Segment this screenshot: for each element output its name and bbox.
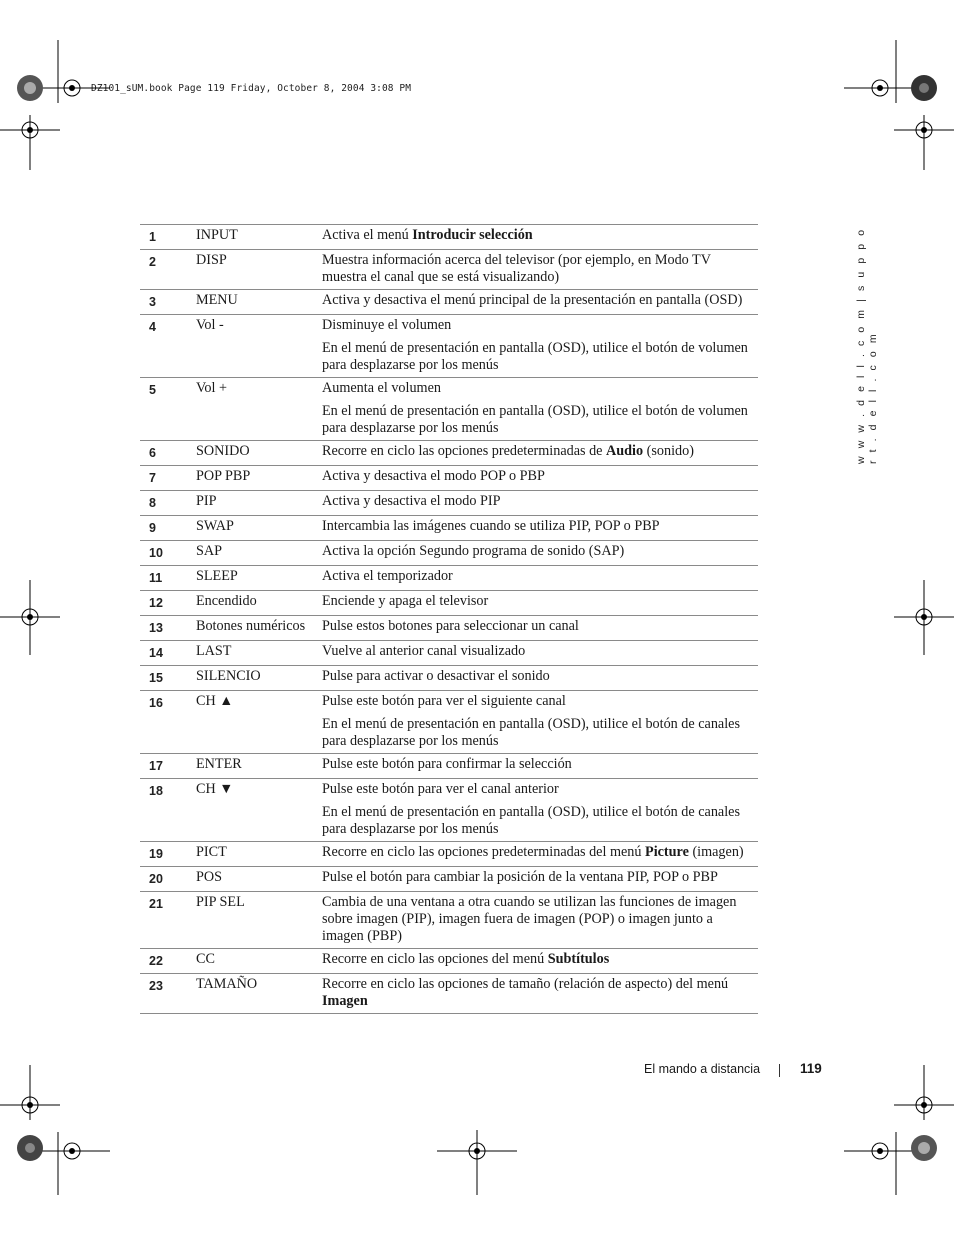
description-paragraph: [322, 976, 758, 1010]
button-description: [322, 441, 758, 466]
row-number: 3: [149, 295, 156, 309]
description-text: Cambia de una ventana a otra cuando se utilizan las funciones de imagen sobre imagen (PIP), imagen fuera de imagen (POP) o imagen junto a imagen (PBP): [322, 894, 737, 944]
table-row: [140, 754, 758, 779]
row-number: 15: [149, 671, 163, 685]
table-row: [140, 691, 758, 754]
button-name: POS: [196, 869, 223, 885]
description-paragraph: [322, 443, 758, 460]
table-row: [140, 566, 758, 591]
table-row: [140, 466, 758, 491]
table-row: [140, 491, 758, 516]
crop-mark-top-left: [0, 40, 120, 170]
description-paragraph: [322, 781, 758, 798]
description-text: Activa la opción Segundo programa de sonido (SAP): [322, 543, 625, 559]
description-text: Activa el temporizador: [322, 568, 453, 584]
button-description: [322, 666, 758, 691]
description-paragraph: [322, 618, 758, 635]
button-description: [322, 842, 758, 867]
row-number: 6: [149, 446, 156, 460]
description-text: Vuelve al anterior canal visualizado: [322, 643, 526, 659]
description-text: Recorre en ciclo las opciones predeterminadas del menú: [322, 844, 646, 860]
button-name: SAP: [196, 543, 223, 559]
description-text: En el menú de presentación en pantalla (OSD), utilice el botón de volumen para desplazarse por los menús: [322, 403, 748, 436]
table-row: [140, 666, 758, 691]
button-name: Vol -: [196, 317, 224, 333]
description-paragraph: [322, 844, 758, 861]
description-paragraph: [322, 543, 758, 560]
table-row: [140, 225, 758, 250]
description-text: Disminuye el volumen: [322, 317, 452, 333]
crop-mark-bottom-left: [0, 1065, 120, 1195]
description-text: Activa el menú: [322, 227, 413, 243]
description-text: Pulse estos botones para seleccionar un canal: [322, 618, 579, 634]
description-text: Activa y desactiva el modo POP o PBP: [322, 468, 545, 484]
button-description: [322, 892, 758, 949]
description-text: Enciende y apaga el televisor: [322, 593, 489, 609]
description-text: Activa y desactiva el menú principal de la presentación en pantalla (OSD): [322, 292, 743, 308]
description-text: Activa y desactiva el modo PIP: [322, 493, 501, 509]
table-row: [140, 250, 758, 290]
button-name: CH ▲: [196, 693, 234, 709]
menu-name: Imagen: [322, 993, 368, 1009]
button-name: Vol +: [196, 380, 227, 396]
description-paragraph: [322, 252, 758, 286]
button-name: TAMAÑO: [196, 976, 258, 992]
table-body: [140, 225, 758, 1014]
button-description: [322, 250, 758, 290]
row-number: 23: [149, 979, 163, 993]
button-description: [322, 225, 758, 250]
table-row: [140, 378, 758, 441]
button-name: MENU: [196, 292, 238, 308]
description-paragraph: [322, 804, 758, 838]
button-name: DISP: [196, 252, 227, 268]
button-description: [322, 867, 758, 892]
crop-mark-top-right: [834, 40, 954, 170]
row-number: 2: [149, 255, 156, 269]
crop-mark-bottom-right: [834, 1065, 954, 1195]
button-description: [322, 378, 758, 441]
button-description: [322, 691, 758, 754]
description-paragraph: [322, 716, 758, 750]
description-paragraph: [322, 340, 758, 374]
description-text: (imagen): [688, 844, 744, 860]
description-text: En el menú de presentación en pantalla (OSD), utilice el botón de canales para desplazarse por los menús: [322, 804, 740, 837]
row-number: 12: [149, 596, 163, 610]
footer-section-title: El mando a distancia: [644, 1062, 761, 1076]
button-name: CC: [196, 951, 215, 967]
description-paragraph: [322, 317, 758, 334]
row-number: 11: [149, 571, 163, 585]
row-number: 18: [149, 784, 163, 798]
print-header: DZ101_sUM.book Page 119 Friday, October 8, 2004 3:08 PM: [91, 83, 412, 94]
description-text: En el menú de presentación en pantalla (OSD), utilice el botón de volumen para desplazarse por los menús: [322, 340, 748, 373]
remote-buttons-table: [140, 224, 758, 1014]
table-row: [140, 616, 758, 641]
button-description: [322, 779, 758, 842]
description-paragraph: [322, 693, 758, 710]
button-name: SONIDO: [196, 443, 250, 459]
description-paragraph: [322, 668, 758, 685]
button-name: SWAP: [196, 518, 234, 534]
description-text: Pulse este botón para ver el canal anterior: [322, 781, 559, 797]
description-text: En el menú de presentación en pantalla (OSD), utilice el botón de canales para desplazarse por los menús: [322, 716, 740, 749]
description-text: Pulse este botón para confirmar la selección: [322, 756, 572, 772]
description-text: Recorre en ciclo las opciones de tamaño (relación de aspecto) del menú: [322, 976, 729, 992]
description-paragraph: [322, 894, 758, 945]
button-name: INPUT: [196, 227, 238, 243]
button-description: [322, 541, 758, 566]
button-name: PICT: [196, 844, 227, 860]
description-paragraph: [322, 227, 758, 244]
crop-mark-bottom-center: [437, 1130, 517, 1195]
table-row: [140, 315, 758, 378]
description-paragraph: [322, 403, 758, 437]
description-text: Aumenta el volumen: [322, 380, 441, 396]
table-row: [140, 779, 758, 842]
row-number: 4: [149, 320, 156, 334]
table-row: [140, 516, 758, 541]
footer-separator: [779, 1064, 780, 1077]
table-row: [140, 842, 758, 867]
row-number: 16: [149, 696, 163, 710]
description-paragraph: [322, 869, 758, 886]
description-paragraph: [322, 292, 758, 309]
sidebar-url-text: w w w . d e l l . c o m | s u p p o r t . d e l l . c o m: [855, 227, 879, 464]
table-row: [140, 441, 758, 466]
description-paragraph: [322, 518, 758, 535]
row-number: 1: [149, 230, 156, 244]
description-paragraph: [322, 643, 758, 660]
crop-mark-mid-left: [0, 580, 60, 660]
button-description: [322, 591, 758, 616]
table-row: [140, 974, 758, 1014]
description-paragraph: [322, 593, 758, 610]
description-text: Recorre en ciclo las opciones del menú: [322, 951, 548, 967]
menu-name: Audio: [606, 443, 644, 459]
description-text: Recorre en ciclo las opciones predeterminadas de: [322, 443, 607, 459]
row-number: 20: [149, 872, 163, 886]
button-name: Botones numéricos: [196, 618, 306, 634]
button-name: LAST: [196, 643, 232, 659]
button-description: [322, 641, 758, 666]
button-description: [322, 290, 758, 315]
description-text: Pulse para activar o desactivar el sonido: [322, 668, 550, 684]
row-number: 8: [149, 496, 156, 510]
button-name: PIP: [196, 493, 217, 509]
row-number: 7: [149, 471, 156, 485]
button-description: [322, 315, 758, 378]
row-number: 13: [149, 621, 163, 635]
button-name: Encendido: [196, 593, 257, 609]
menu-name: Picture: [645, 844, 689, 860]
page-number: 119: [800, 1061, 822, 1076]
row-number: 9: [149, 521, 156, 535]
table-row: [140, 867, 758, 892]
sidebar-url: [857, 224, 877, 464]
button-description: [322, 949, 758, 974]
table-row: [140, 290, 758, 315]
row-number: 22: [149, 954, 163, 968]
menu-name: Subtítulos: [547, 951, 610, 967]
table-row: [140, 949, 758, 974]
button-description: [322, 754, 758, 779]
table-row: [140, 892, 758, 949]
row-number: 10: [149, 546, 163, 560]
description-text: Muestra información acerca del televisor (por ejemplo, en Modo TV muestra el canal que se está visualizando): [322, 252, 711, 285]
row-number: 14: [149, 646, 163, 660]
button-name: POP PBP: [196, 468, 251, 484]
description-paragraph: [322, 380, 758, 397]
description-paragraph: [322, 568, 758, 585]
description-text: Intercambia las imágenes cuando se utiliza PIP, POP o PBP: [322, 518, 660, 534]
button-description: [322, 466, 758, 491]
button-description: [322, 566, 758, 591]
menu-name: Introducir selección: [412, 227, 533, 243]
row-number: 21: [149, 897, 163, 911]
description-paragraph: [322, 951, 758, 968]
description-text: Pulse este botón para ver el siguiente canal: [322, 693, 566, 709]
description-text: (sonido): [643, 443, 694, 459]
row-number: 19: [149, 847, 163, 861]
table-row: [140, 591, 758, 616]
row-number: 17: [149, 759, 163, 773]
button-name: CH ▼: [196, 781, 234, 797]
description-text: Pulse el botón para cambiar la posición de la ventana PIP, POP o PBP: [322, 869, 718, 885]
button-description: [322, 616, 758, 641]
row-number: 5: [149, 383, 156, 397]
description-paragraph: [322, 468, 758, 485]
description-paragraph: [322, 493, 758, 510]
table-row: [140, 641, 758, 666]
button-description: [322, 491, 758, 516]
button-name: SILENCIO: [196, 668, 261, 684]
button-description: [322, 974, 758, 1014]
button-name: ENTER: [196, 756, 242, 772]
button-name: PIP SEL: [196, 894, 245, 910]
button-description: [322, 516, 758, 541]
crop-mark-mid-right: [894, 580, 954, 660]
button-name: SLEEP: [196, 568, 238, 584]
description-paragraph: [322, 756, 758, 773]
table-row: [140, 541, 758, 566]
